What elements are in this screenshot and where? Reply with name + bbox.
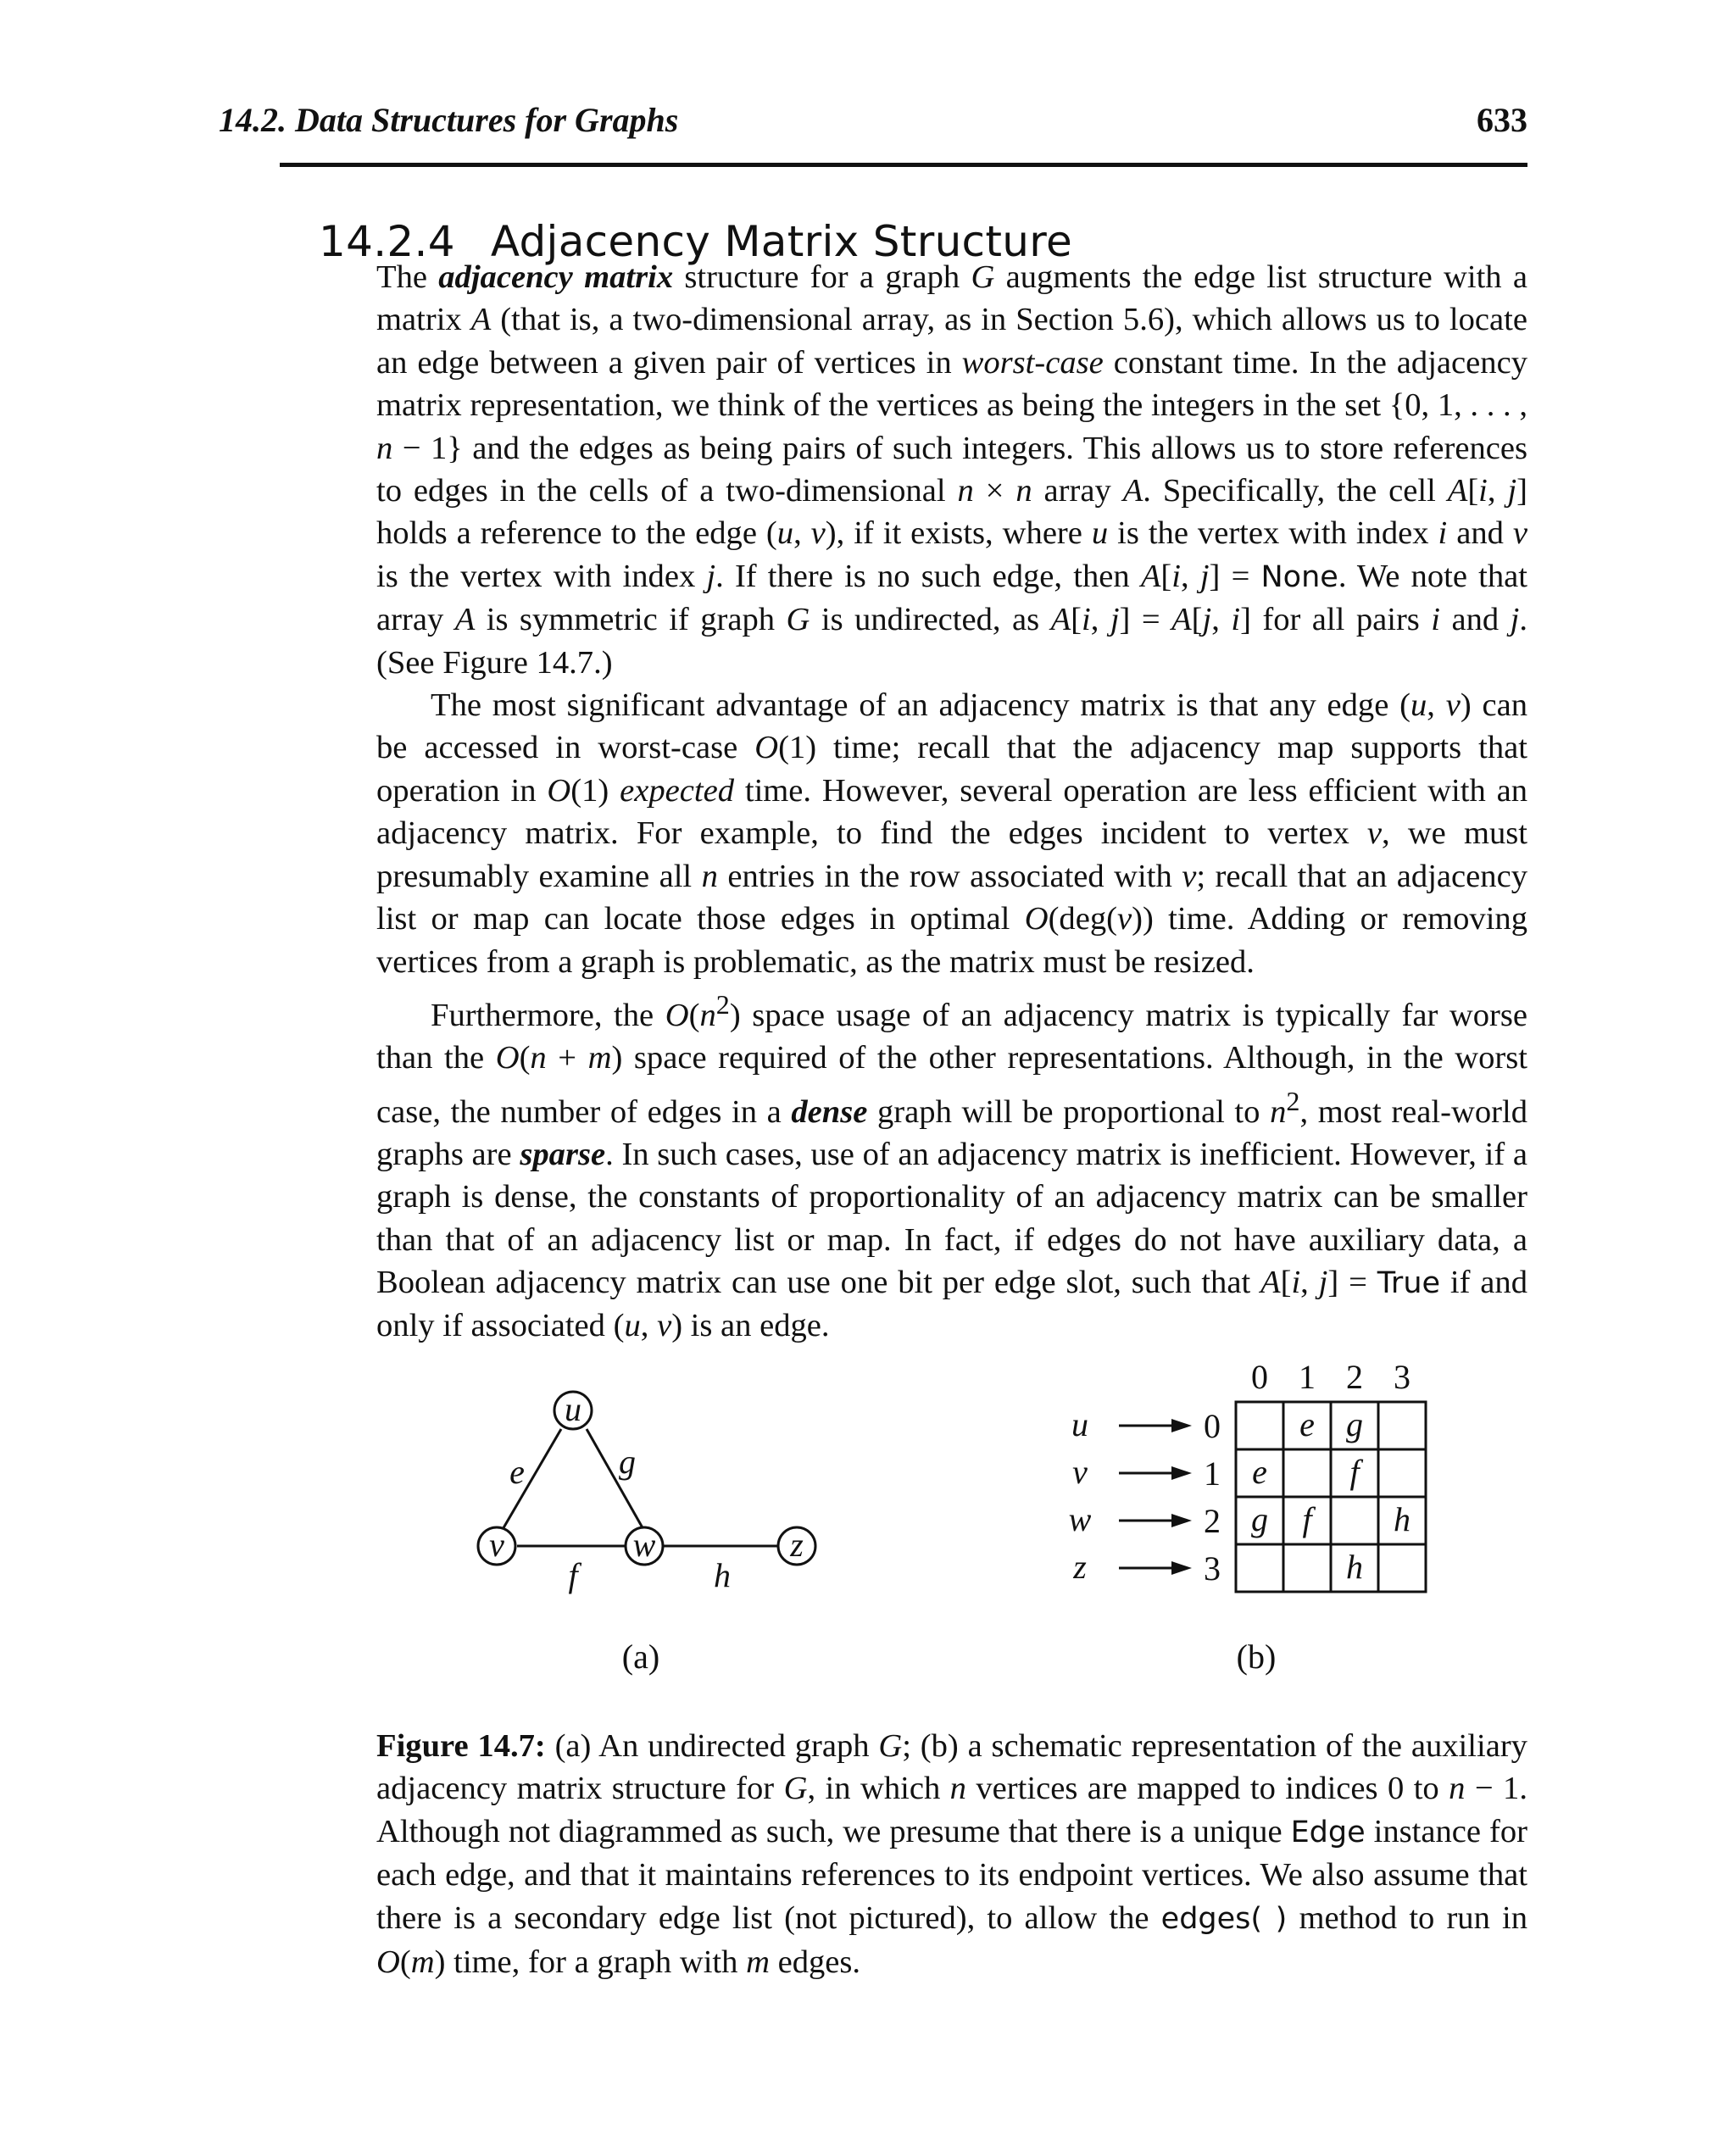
math-var: A bbox=[1140, 558, 1161, 594]
math-var: m bbox=[587, 1040, 612, 1076]
text-run: ] = bbox=[1209, 558, 1261, 594]
text-run: , bbox=[1300, 1265, 1319, 1301]
text-run: and bbox=[1447, 515, 1513, 552]
section-number: 14.2.4 bbox=[319, 216, 455, 266]
math-var: A bbox=[1171, 602, 1192, 638]
text-run: graph will be proportional to bbox=[867, 1093, 1271, 1130]
figure-caption bbox=[376, 1725, 1527, 1984]
math-var: m bbox=[410, 1944, 435, 1980]
arrow-heads bbox=[1171, 1419, 1192, 1575]
text-run: if and only if associated ( bbox=[376, 1265, 1527, 1344]
keyword-true: True bbox=[1377, 1266, 1441, 1301]
matrix-row-vertex-z: z bbox=[1073, 1548, 1087, 1586]
text-run: ; (b) a schematic representation of the auxiliary adjacency matrix structure for bbox=[376, 1727, 1527, 1807]
term-sparse: sparse bbox=[520, 1136, 606, 1172]
math-var: G bbox=[878, 1727, 903, 1764]
arrow-head-v bbox=[1171, 1466, 1192, 1480]
math-var: i bbox=[1231, 602, 1241, 638]
math-var: A bbox=[470, 302, 492, 338]
math-var: v bbox=[1366, 815, 1383, 852]
text-run: , in which bbox=[807, 1771, 950, 1807]
math-var: n bbox=[530, 1040, 547, 1076]
matrix-cell-1-0: e bbox=[1252, 1453, 1267, 1491]
text-run: [ bbox=[1280, 1265, 1292, 1301]
body-text bbox=[376, 256, 1527, 1348]
text-run: augments the edge list structure with a matrix bbox=[376, 259, 1527, 338]
text-run: time. However, several operation are less efficient with an adjacency matrix. For example, to find the edges incident to vertex bbox=[376, 772, 1527, 852]
edge-label-f: f bbox=[568, 1556, 578, 1594]
math-var: u bbox=[1410, 687, 1427, 724]
text-run: . In such cases, use of an adjacency matrix is inefficient. However, if a graph is dense, the constants of proportionality of an adjacency matrix can be smaller than that of an adjacency list or map. In fact, if edges do not have auxiliary data, a Boolean adjacency matrix can use one bit per edge slot, such that bbox=[376, 1136, 1527, 1301]
math-var: n bbox=[376, 430, 393, 466]
text-run: ) space required of the other representations. Although, in the worst case, the number of edges in a bbox=[376, 1040, 1527, 1130]
math-var: j bbox=[706, 558, 716, 594]
text-run: ] = bbox=[1119, 602, 1172, 638]
math-var: A bbox=[1260, 1265, 1281, 1301]
text-run: (that is, a two-dimensional array, as in Section 5.6), which allows us to locate an edge between a given pair of vertices in bbox=[376, 302, 1527, 381]
paragraph-3 bbox=[376, 983, 1527, 1348]
matrix-row-index-2: 2 bbox=[1204, 1502, 1221, 1540]
text-run: ) space usage of an adjacency matrix is typically far worse than the bbox=[376, 997, 1527, 1076]
vertex-label-z: z bbox=[790, 1526, 804, 1564]
math-var: A bbox=[1447, 473, 1468, 509]
keyword-edge: Edge bbox=[1290, 1815, 1366, 1849]
paragraph-1 bbox=[376, 256, 1527, 684]
matrix-row-vertex-v: v bbox=[1072, 1453, 1088, 1491]
text-run: − 1} and the edges as being pairs of such integers. This allows us to store references to edges in the cells of a two-dimensional bbox=[376, 430, 1527, 509]
math-var: j bbox=[1510, 602, 1520, 638]
text-run: × bbox=[973, 473, 1016, 509]
text-run: Furthermore, the bbox=[431, 997, 665, 1033]
math-var: G bbox=[786, 602, 810, 638]
text-run: ] for all pairs bbox=[1240, 602, 1432, 638]
text-run: . (See Figure 14.7.) bbox=[376, 602, 1527, 681]
term-adjacency-matrix: adjacency matrix bbox=[438, 259, 674, 295]
matrix-cell-2-0: g bbox=[1251, 1500, 1268, 1538]
text-run: ; recall that an adjacency list or map can locate those edges in optimal bbox=[376, 858, 1527, 937]
text-run: [ bbox=[1467, 473, 1479, 509]
keyword-none: None bbox=[1260, 559, 1338, 594]
text-run: is the vertex with index bbox=[376, 558, 707, 594]
math-var: i bbox=[1478, 473, 1488, 509]
text-run: ( bbox=[519, 1040, 531, 1076]
math-var: A bbox=[454, 602, 476, 638]
text-run: structure for a graph bbox=[673, 259, 971, 295]
term-dense: dense bbox=[791, 1093, 868, 1130]
matrix-grid bbox=[1236, 1402, 1426, 1592]
keyword-edges-method: edges( ) bbox=[1160, 1901, 1288, 1936]
text-run: is symmetric if graph bbox=[475, 602, 787, 638]
text-run: (1) time; recall that the adjacency map supports that operation in bbox=[376, 730, 1527, 809]
math-var: O bbox=[754, 730, 779, 766]
text-run: is undirected, as bbox=[810, 602, 1051, 638]
math-var: v bbox=[1445, 687, 1461, 724]
math-var: i bbox=[1171, 558, 1181, 594]
math-var: O bbox=[547, 772, 571, 809]
figure-14-7 bbox=[376, 1356, 1527, 1678]
caption-label: Figure 14.7: bbox=[376, 1727, 546, 1764]
text-run: instance for each edge, and that it maintains references to its endpoint vertices. We also assume that there is a secondary edge list (not pictured), to allow the bbox=[376, 1813, 1527, 1936]
text-run: ) can be accessed in worst-case bbox=[376, 687, 1528, 766]
matrix-row-vertex-u: u bbox=[1071, 1405, 1088, 1443]
subfigure-label-b: (b) bbox=[1236, 1638, 1277, 1676]
math-var: j bbox=[1202, 602, 1212, 638]
text-run: + bbox=[546, 1040, 588, 1076]
superscript: 2 bbox=[715, 988, 730, 1020]
math-var: n bbox=[1270, 1093, 1287, 1130]
text-run: , bbox=[793, 515, 811, 552]
math-var: j bbox=[1110, 602, 1120, 638]
matrix-cell-0-1: e bbox=[1299, 1405, 1315, 1443]
text-run: is the vertex with index bbox=[1108, 515, 1438, 552]
math-var: j bbox=[1318, 1265, 1328, 1301]
arrow-head-w bbox=[1171, 1514, 1192, 1527]
matrix-col-header-2: 2 bbox=[1346, 1358, 1363, 1396]
matrix-col-header-1: 1 bbox=[1299, 1358, 1316, 1396]
section-title: Adjacency Matrix Structure bbox=[490, 216, 1073, 266]
text-run: [ bbox=[1071, 602, 1082, 638]
math-var: i bbox=[1438, 515, 1448, 552]
math-var: m bbox=[746, 1944, 770, 1980]
text-run: , we must presumably examine all bbox=[376, 815, 1527, 894]
text-run: , most real-world graphs are bbox=[376, 1093, 1527, 1172]
math-var: i bbox=[1431, 602, 1440, 638]
matrix-cell-2-1: f bbox=[1302, 1500, 1312, 1538]
matrix-col-header-3: 3 bbox=[1394, 1358, 1410, 1396]
math-var: n bbox=[699, 997, 716, 1033]
edge-label-e: e bbox=[509, 1453, 525, 1491]
text-run: [ bbox=[1191, 602, 1203, 638]
emphasis-expected: expected bbox=[620, 772, 735, 809]
text-run: The most significant advantage of an adjacency matrix is that any edge ( bbox=[431, 687, 1410, 724]
math-var: v bbox=[1182, 858, 1197, 894]
text-run: ), if it exists, where bbox=[825, 515, 1092, 552]
text-run: , bbox=[1211, 602, 1232, 638]
matrix-row-vertex-w: w bbox=[1068, 1500, 1092, 1538]
math-var: u bbox=[624, 1308, 641, 1344]
text-run: vertices are mapped to indices 0 to bbox=[965, 1771, 1449, 1807]
matrix-cell-1-2: f bbox=[1349, 1453, 1360, 1491]
running-title: 14.2. Data Structures for Graphs bbox=[219, 101, 679, 139]
text-run: , bbox=[1487, 473, 1508, 509]
text-run: array bbox=[1032, 473, 1123, 509]
text-run: ) is an edge. bbox=[671, 1308, 830, 1344]
text-run: )) time. Adding or removing vertices from a graph is problematic, as the matrix must be resized. bbox=[376, 901, 1528, 980]
emphasis-worst-case: worst-case bbox=[961, 344, 1104, 381]
page-number: 633 bbox=[1477, 101, 1527, 139]
matrix-row-index-0: 0 bbox=[1204, 1407, 1221, 1445]
text-run: , bbox=[1181, 558, 1200, 594]
text-run: method to run in bbox=[1287, 1899, 1528, 1936]
math-var: i bbox=[1082, 602, 1091, 638]
text-run: ( bbox=[399, 1944, 411, 1980]
text-run: . We note that array bbox=[376, 558, 1527, 638]
math-var: v bbox=[1116, 901, 1132, 937]
text-run: entries in the row associated with bbox=[717, 858, 1182, 894]
matrix-row-index-1: 1 bbox=[1204, 1454, 1221, 1493]
math-var: n bbox=[701, 858, 718, 894]
paragraph-2 bbox=[376, 684, 1527, 983]
vertex-label-u: u bbox=[565, 1390, 581, 1428]
matrix-cell-2-3: h bbox=[1394, 1500, 1410, 1538]
math-var: j bbox=[1199, 558, 1210, 594]
text-run: (1) bbox=[570, 772, 620, 809]
running-head bbox=[219, 100, 1527, 151]
text-run: ( bbox=[688, 997, 700, 1033]
text-run: (deg( bbox=[1048, 901, 1117, 937]
text-run: , bbox=[1090, 602, 1110, 638]
text-run: and bbox=[1440, 602, 1511, 638]
header-rule bbox=[280, 163, 1527, 167]
math-var: G bbox=[783, 1771, 808, 1807]
subfigure-label-a: (a) bbox=[621, 1638, 660, 1676]
edge-label-h: h bbox=[714, 1556, 731, 1594]
math-var: n bbox=[957, 473, 974, 509]
text-run: . If there is no such edge, then bbox=[715, 558, 1141, 594]
math-var: j bbox=[1507, 473, 1517, 509]
text-run: The bbox=[376, 259, 439, 295]
math-var: v bbox=[1512, 515, 1527, 552]
text-run: [ bbox=[1160, 558, 1172, 594]
text-run: . Specifically, the cell bbox=[1143, 473, 1448, 509]
text-run: ] holds a reference to the edge ( bbox=[376, 473, 1528, 552]
arrow-head-u bbox=[1171, 1419, 1192, 1432]
math-var: n bbox=[1449, 1771, 1466, 1807]
math-var: n bbox=[949, 1771, 966, 1807]
math-var: u bbox=[1091, 515, 1109, 552]
matrix-col-header-0: 0 bbox=[1251, 1358, 1268, 1396]
arrow-head-z bbox=[1171, 1561, 1192, 1575]
math-var: A bbox=[1050, 602, 1071, 638]
matrix-cell-0-2: g bbox=[1346, 1405, 1363, 1443]
math-var: i bbox=[1291, 1265, 1301, 1301]
matrix-row-index-3: 3 bbox=[1204, 1549, 1221, 1588]
math-var: G bbox=[971, 259, 995, 295]
math-var: n bbox=[1015, 473, 1032, 509]
math-var: A bbox=[1122, 473, 1143, 509]
superscript: 2 bbox=[1286, 1085, 1300, 1116]
math-var: O bbox=[665, 997, 689, 1033]
text-run: , bbox=[640, 1308, 658, 1344]
text-run: − 1. Although not diagrammed as such, we presume that there is a unique bbox=[376, 1771, 1527, 1849]
math-var: v bbox=[810, 515, 826, 552]
math-var: O bbox=[376, 1944, 400, 1980]
math-var: u bbox=[776, 515, 794, 552]
vertex-label-v: v bbox=[489, 1526, 504, 1564]
text-run: constant time. In the adjacency matrix representation, we think of the vertices as being the integers in the set {0, 1, . . . , bbox=[376, 344, 1528, 424]
vertex-label-w: w bbox=[632, 1526, 656, 1564]
matrix-cell-3-2: h bbox=[1346, 1548, 1363, 1586]
edge-label-g: g bbox=[619, 1443, 636, 1481]
figure-drawing bbox=[376, 1356, 1527, 1678]
text-run: (a) An undirected graph bbox=[545, 1727, 879, 1764]
math-var: O bbox=[495, 1040, 520, 1076]
math-var: O bbox=[1024, 901, 1049, 937]
text-run: ) time, for a graph with bbox=[434, 1944, 747, 1980]
math-var: v bbox=[657, 1308, 672, 1344]
text-run: , bbox=[1427, 687, 1446, 724]
text-run: ] = bbox=[1327, 1265, 1377, 1301]
text-run: edges. bbox=[769, 1944, 861, 1980]
